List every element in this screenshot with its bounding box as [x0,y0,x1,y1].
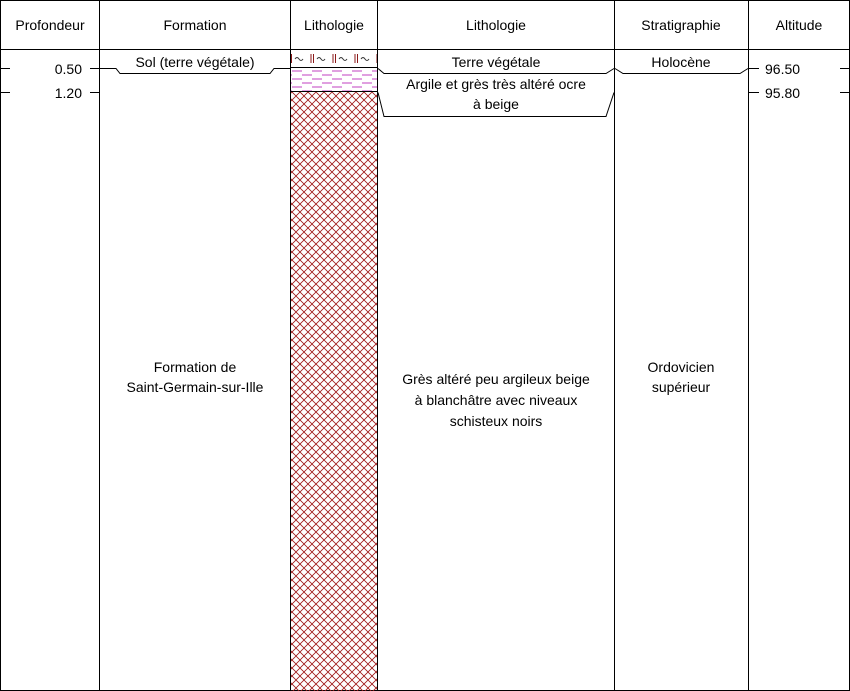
formation-main-label-line1: Formation de [153,359,237,375]
lithology-sandstone-label-line2: à blanchâtre avec niveaux [414,392,578,408]
lithology-sandstone-label-line1: Grès altéré peu argileux beige [402,371,590,387]
stratigraphy-ordovician-line2: supérieur [651,379,711,395]
lithology-clay-layer [291,67,377,91]
header-lithology-description: Lithologie [466,17,526,33]
stratigraphy-ordovician-line1: Ordovicien [647,359,715,375]
header-stratigraphy: Stratigraphie [641,17,721,33]
altitude-value-2: 95.80 [765,85,801,101]
column-separators [100,0,749,691]
header-depth: Profondeur [15,17,85,33]
stratigraphy-holocene-label: Holocène [651,54,711,70]
depth-value-2: 1.20 [54,85,82,101]
lithology-clay-label-line2: à beige [473,96,519,112]
formation-main-label-line2: Saint-Germain-sur-Ille [126,379,264,395]
depth-value-1: 0.50 [54,61,82,77]
lithology-clay-label-line1: Argile et grès très altéré ocre [406,76,586,92]
header-altitude: Altitude [775,17,823,33]
lithology-soil-layer [291,50,377,67]
lithology-sandstone-label-line3: schisteux noirs [449,413,543,429]
header-lithology-log: Lithologie [304,17,364,33]
altitude-value-1: 96.50 [765,61,801,77]
header-formation: Formation [163,17,227,33]
lithology-sandstone-layer [291,91,377,691]
log-frame [1,1,850,691]
formation-soil-label: Sol (terre végétale) [135,54,255,70]
lithology-topsoil-label: Terre végétale [451,54,541,70]
